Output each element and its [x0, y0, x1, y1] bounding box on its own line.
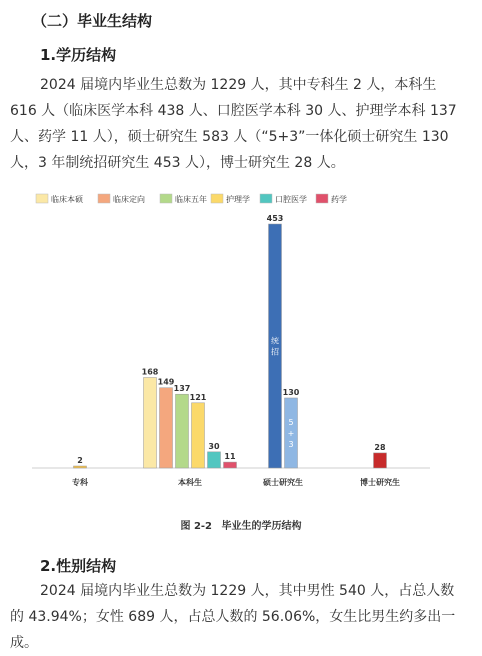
- legend-swatch-0: [36, 194, 48, 203]
- legend-label-2: 临床五年: [175, 195, 207, 204]
- data-label-临床本硕: 168: [141, 367, 159, 377]
- x-tick-label-3: 博士研究生: [360, 478, 400, 487]
- legend-label-3: 护理学: [226, 195, 250, 204]
- bar-博士研究生-博士研究生: [374, 453, 387, 468]
- section-title: （二）毕业生结构: [32, 12, 153, 30]
- bar-inner-label-5+3-0: 5: [288, 417, 294, 427]
- bar-本科生-临床五年: [176, 394, 189, 468]
- degree-structure-chart: [26, 184, 456, 504]
- bar-硕士研究生-统招: [269, 224, 282, 468]
- x-tick-label-1: 本科生: [178, 478, 202, 487]
- bar-inner-label-5+3-2: 3: [288, 439, 294, 449]
- legend-label-4: 口腔医学: [275, 195, 307, 204]
- data-label-口腔医学: 30: [208, 441, 220, 451]
- figure-title: 毕业生的学历结构: [221, 521, 302, 532]
- bar-inner-label-统招-1: 招: [271, 347, 279, 357]
- degree-paragraph-text: 2024 届境内毕业生总数为 1229 人，其中专科生 2 人，本科生 616 人（临床医学本科 438 人、口腔医学本科 30 人、护理学本科 137 人、药学 11 人），硕士研究生 583 人（“5+3”一体化硕士研究生 130 人，3 年制统招研究生 453 人），博士研究生 28 人。: [10, 77, 457, 171]
- bar-本科生-临床定向: [160, 388, 173, 468]
- figure-caption: [0, 517, 482, 532]
- bar-本科生-口腔医学: [208, 452, 221, 468]
- data-label-5+3: 130: [282, 387, 300, 397]
- legend-swatch-5: [316, 194, 328, 203]
- legend-label-1: 临床定向: [113, 195, 145, 204]
- subsection-title-gender: 2.性别结构: [40, 557, 117, 575]
- x-tick-label-0: 专科: [72, 478, 88, 487]
- subsection-title-degree: 1.学历结构: [40, 46, 117, 64]
- data-label-临床定向: 149: [157, 377, 175, 387]
- bar-本科生-药学: [224, 462, 237, 468]
- data-label-临床五年: 137: [173, 384, 191, 394]
- data-label-护理学: 121: [189, 392, 207, 402]
- legend-swatch-2: [160, 194, 172, 203]
- data-label-博士研究生: 28: [374, 442, 386, 452]
- degree-paragraph: [10, 72, 465, 176]
- data-label-专科: 2: [77, 456, 83, 465]
- data-label-药学: 11: [224, 452, 236, 462]
- legend-swatch-4: [260, 194, 272, 203]
- gender-paragraph-text: 2024 届境内毕业生总数为 1229 人，其中男性 540 人，占总人数的 43.94%；女性 689 人，占总人数的 56.06%，女生比男生约多出一成。: [10, 583, 456, 651]
- bar-inner-label-统招-0: 统: [271, 336, 279, 346]
- legend-label-0: 临床本硕: [51, 195, 83, 204]
- data-label-统招: 453: [266, 214, 284, 223]
- legend-swatch-3: [211, 194, 223, 203]
- bar-inner-label-5+3-1: +: [287, 428, 295, 438]
- legend-label-5: 药学: [331, 195, 347, 204]
- x-tick-label-2: 硕士研究生: [263, 478, 303, 487]
- legend-swatch-1: [98, 194, 110, 203]
- figure-number: 图 2-2: [180, 521, 213, 532]
- bar-专科-专科: [74, 466, 87, 468]
- gender-paragraph: [10, 578, 465, 656]
- bar-本科生-临床本硕: [144, 378, 157, 468]
- bar-本科生-护理学: [192, 403, 205, 468]
